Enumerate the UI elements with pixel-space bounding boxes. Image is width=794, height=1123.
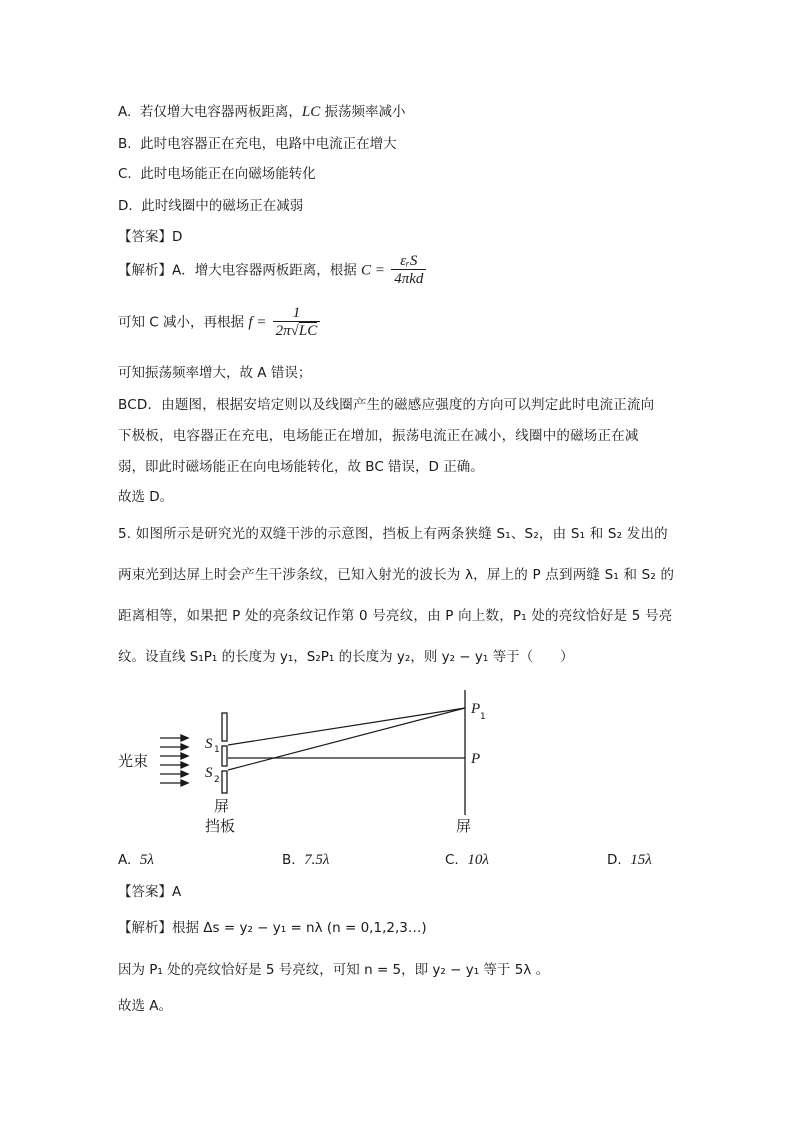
baffle-label-2: 挡板 xyxy=(205,817,236,835)
baffle-top xyxy=(222,713,227,741)
q5-answer: 【答案】A xyxy=(118,884,182,900)
s2-sub: 2 xyxy=(214,775,220,785)
q5-analysis-line2: 因为 P₁ 处的亮纹恰好是 5 号亮纹，可知 n = 5，即 y₂ − y₁ 等于 5λ 。 xyxy=(118,962,550,978)
q5-stem-line1: 5. 如图所示是研究光的双缝干涉的示意图，挡板上有两条狭缝 S₁、S₂，由 S₁ 和 S₂ 发出的 xyxy=(118,526,668,542)
q4-analysis-line5: 下极板，电容器正在充电，电场能正在增加，振荡电流正在减小，线圈中的磁场正在减 xyxy=(118,428,639,444)
q5-option-c: C. 10λ xyxy=(445,852,489,868)
q4-option-c: C. 此时电场能正在向磁场能转化 xyxy=(118,166,316,182)
q5-option-d: D. 15λ xyxy=(607,852,652,868)
svg-text:S xyxy=(205,765,213,781)
q4-option-d: D. 此时线圈中的磁场正在减弱 xyxy=(118,198,304,214)
q4-analysis-line3: 可知振荡频率增大，故 A 错误； xyxy=(118,365,312,381)
s2-label: S xyxy=(205,765,213,781)
p1-label: P xyxy=(471,701,481,717)
screen-label: 屏 xyxy=(456,817,472,835)
q5-analysis-line1: 【解析】根据 Δs = y₂ − y₁ = nλ (n = 0,1,2,3…) xyxy=(118,920,427,936)
q5-option-a: A. 5λ xyxy=(118,852,154,868)
q4-option-a: A. 若仅增大电容器两板距离，LC 振荡频率减小 xyxy=(118,104,406,120)
frequency-formula: $\frac{1}{2\pi√LC}$ xyxy=(273,305,321,340)
q4-analysis-line4: BCD．由题图，根据安培定则以及线圈产生的磁感应强度的方向可以判定此时电流正流向 xyxy=(118,397,655,413)
s1-sub: 1 xyxy=(214,745,220,755)
q4-analysis-line1: 【解析】A．增大电容器两板距离，根据 C = $\frac{\text{εᵣS}}{\text{4πkd}}$ xyxy=(118,253,428,288)
light-beam-arrows xyxy=(160,735,188,786)
beam-label: 光束 xyxy=(118,752,149,770)
svg-text:S xyxy=(205,736,213,752)
baffle-bottom xyxy=(222,771,227,793)
q4-analysis-line2: 可知 C 减小，再根据 f = $\frac{1}{2\pi√LC}$ xyxy=(118,305,322,340)
q4-conclusion: 故选 D。 xyxy=(118,489,174,505)
baffle-label-1: 屏 xyxy=(214,797,230,815)
s1-label: S xyxy=(205,736,213,752)
p1-sub: 1 xyxy=(480,712,486,722)
p-label: P xyxy=(471,751,481,767)
capacitance-formula: $\frac{\text{εᵣS}}{\text{4πkd}}$ xyxy=(391,253,426,288)
q4-option-b: B. 此时电容器正在充电，电路中电流正在增大 xyxy=(118,136,397,152)
q5-stem-line2: 两束光到达屏上时会产生干涉条纹，已知入射光的波长为 λ，屏上的 P 点到两缝 S₁ 和 S₂ 的 xyxy=(118,567,675,583)
baffle-middle xyxy=(222,746,227,766)
q5-option-b: B. 7.5λ xyxy=(282,852,330,868)
q4-answer: 【答案】D xyxy=(118,229,183,245)
q4-analysis-line6: 弱，即此时磁场能正在向电场能转化，故 BC 错误，D 正确。 xyxy=(118,459,484,475)
q5-stem-line3: 距离相等，如果把 P 处的亮条纹记作第 0 号亮纹，由 P 向上数，P₁ 处的亮纹恰好是 5 号亮 xyxy=(118,608,673,624)
q5-stem-line4: 纹。设直线 S₁P₁ 的长度为 y₁，S₂P₁ 的长度为 y₂，则 y₂ − y₁ 等于（ ） xyxy=(118,649,574,665)
q5-conclusion: 故选 A。 xyxy=(118,998,173,1014)
